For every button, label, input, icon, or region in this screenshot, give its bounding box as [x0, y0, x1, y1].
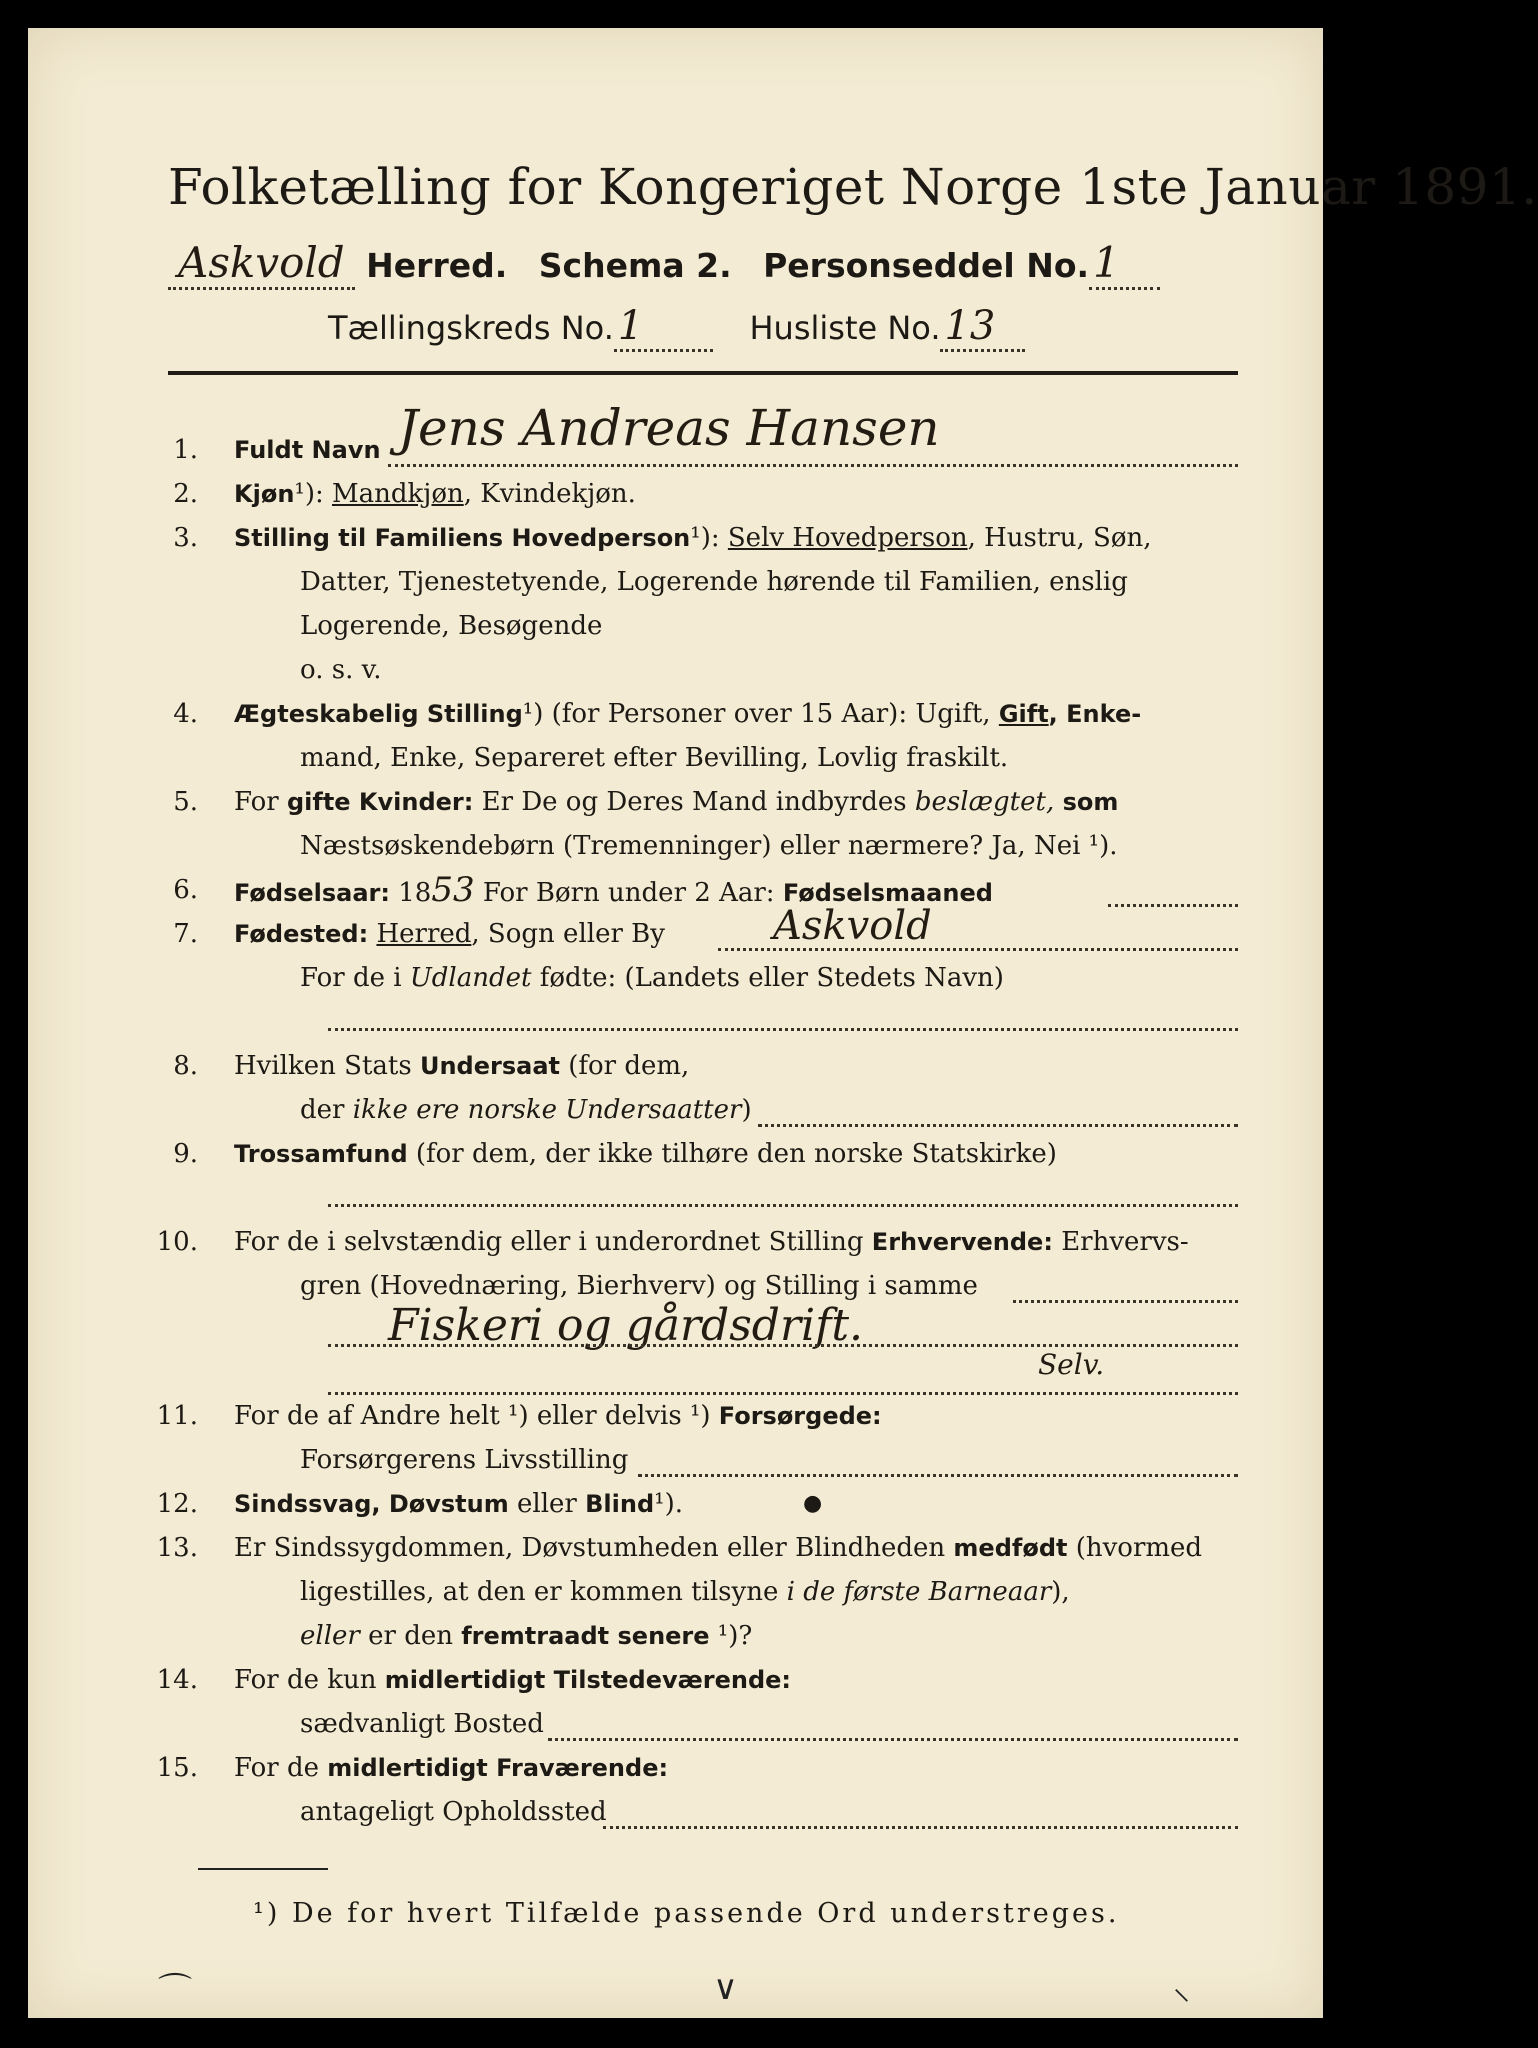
item-label: midlertidigt Fraværende:: [327, 1754, 669, 1782]
item-text: For de i selvstændig eller i underordnet Stilling: [234, 1227, 872, 1257]
option-underlined: Mandkjøn: [332, 479, 464, 509]
item-text: der: [300, 1095, 353, 1125]
personseddel-number: 1: [1089, 238, 1160, 290]
item-italic: ikke ere norske Undersaatter: [352, 1095, 742, 1125]
item-italic: Udlandet: [409, 963, 532, 993]
item-text: Erhvervs-: [1052, 1227, 1189, 1257]
item-label: Undersaat: [419, 1052, 560, 1080]
item-number: 4.: [173, 699, 198, 729]
item-text: For de kun: [234, 1665, 385, 1695]
option-underlined: Gift: [998, 700, 1049, 728]
herred-line: [168, 238, 1160, 290]
fill-line: [328, 1344, 1238, 1347]
item-number: 6.: [173, 875, 198, 905]
item-number: 2.: [173, 479, 198, 509]
birth-year-handwritten: 53: [431, 870, 475, 910]
census-form: [28, 28, 1538, 2018]
herred-handwritten: Askvold: [168, 238, 355, 290]
fill-line: [388, 464, 1238, 467]
item-text: For de: [234, 1753, 328, 1783]
item-text: eller: [508, 1489, 586, 1519]
item-8-line-2: [300, 1088, 752, 1132]
ink-mark-center: ∨: [713, 1968, 738, 2008]
item-number: 3.: [173, 523, 198, 553]
schema-label: Schema 2.: [538, 246, 732, 285]
footnote-mark: ¹)?: [709, 1621, 753, 1651]
item-label: midlertidigt Tilstedeværende:: [384, 1666, 792, 1694]
item-label: Ægteskabelig Stilling: [234, 700, 523, 728]
kreds-line: [328, 303, 1025, 352]
item-text: ligestilles, at den er kommen tilsyne: [300, 1577, 787, 1607]
herred-label: Herred.: [366, 246, 508, 285]
item-5-line-2: Næstsøskendebørn (Tremenninger) eller nærmere? Ja, Nei ¹).: [300, 831, 1118, 861]
option-text: , Kvindekjøn.: [463, 479, 636, 509]
item-10-line-2: gren (Hovednæring, Bierhverv) og Stilling i samme: [300, 1271, 978, 1301]
item-number: 9.: [173, 1139, 198, 1169]
item-text: (for dem,: [559, 1051, 690, 1081]
item-number: 8.: [173, 1051, 198, 1081]
item-text: ¹) (for Personer over 15 Aar): Ugift,: [522, 699, 999, 729]
item-number: 15.: [156, 1753, 198, 1783]
item-3-line-4: o. s. v.: [300, 655, 382, 685]
item-number: 5.: [173, 787, 198, 817]
item-13-line-3: [300, 1614, 752, 1658]
ink-mark-left: ⌒: [158, 1971, 192, 2011]
item-italic: beslægtet,: [914, 787, 1055, 817]
item-number: 10.: [156, 1227, 198, 1257]
item-label: Stilling til Familiens Hovedperson: [234, 524, 691, 552]
item-3-line-2: Datter, Tjenestetyende, Logerende hørende til Familien, enslig: [300, 567, 1128, 597]
item-text: fødte: (Landets eller Stedets Navn): [531, 963, 1004, 993]
item-text: som: [1054, 788, 1119, 816]
fill-line: [1108, 904, 1238, 907]
item-label: Fødested:: [234, 920, 369, 948]
form-title: Folketælling for Kongeriget Norge 1ste Januar 1891.: [168, 158, 1538, 216]
item-label: Forsørgede:: [718, 1402, 882, 1430]
item-number: 11.: [156, 1401, 198, 1431]
item-label: Trossamfund: [234, 1140, 408, 1168]
option-text: , Hustru, Søn,: [967, 523, 1152, 553]
fill-line: [328, 1028, 1238, 1031]
item-text: Hvilken Stats: [234, 1051, 420, 1081]
item-label: medfødt: [953, 1534, 1068, 1562]
footnote-mark: ¹):: [294, 479, 332, 509]
item-number: 7.: [173, 919, 198, 949]
item-text: For de af Andre helt ¹) eller delvis ¹): [234, 1401, 719, 1431]
item-label: fremtraadt senere: [461, 1622, 710, 1650]
option-underlined: Herred: [376, 919, 472, 949]
item-number: 13.: [156, 1533, 198, 1563]
item-number: 1.: [173, 435, 198, 465]
item-text: For de i: [300, 963, 410, 993]
husliste-number: 13: [940, 303, 1025, 352]
footnote-mark: ¹):: [690, 523, 728, 553]
item-text: ): [741, 1095, 752, 1125]
item-label: Sindssvag, Døvstum: [234, 1490, 509, 1518]
item-label: Blind: [585, 1490, 655, 1518]
item-text: er den: [359, 1621, 462, 1651]
footnote-divider: [198, 1868, 328, 1870]
fill-line: [1013, 1300, 1238, 1303]
item-label: Fuldt Navn: [234, 436, 381, 464]
year-prefix: 18: [390, 878, 432, 908]
footnote: ¹) De for hvert Tilfælde passende Ord understreges.: [253, 1898, 1120, 1929]
item-15-line-2: antageligt Opholdssted: [300, 1797, 607, 1827]
item-number: 14.: [156, 1665, 198, 1695]
taellingskreds-number: 1: [614, 303, 713, 352]
item-label: Fødselsmaaned: [782, 879, 993, 907]
ink-mark-right: ⸜: [1173, 1968, 1190, 2008]
fill-line: [548, 1738, 1238, 1741]
personseddel-label: Personseddel No.: [763, 246, 1090, 285]
item-4-line-2: mand, Enke, Separeret efter Bevilling, Lovlig fraskilt.: [300, 743, 1009, 773]
husliste-label: Husliste No.: [749, 309, 941, 347]
item-text: Er Sindssygdommen, Døvstumheden eller Blindheden: [234, 1533, 954, 1563]
item-text: ),: [1051, 1577, 1070, 1607]
fill-line: [758, 1124, 1238, 1127]
item-label: Fødselsaar:: [234, 879, 390, 907]
footnote-mark: ¹).: [654, 1489, 683, 1519]
item-label: Kjøn: [234, 480, 295, 508]
full-name-handwritten: Jens Andreas Hansen: [398, 399, 940, 457]
fill-line: [328, 1204, 1238, 1207]
birthplace-handwritten: Askvold: [773, 903, 932, 949]
item-text: , Sogn eller By: [471, 919, 665, 949]
item-14-line-2: sædvanligt Bosted: [300, 1709, 544, 1739]
item-label: gifte Kvinder:: [286, 788, 474, 816]
item-italic: i de første Barneaar: [786, 1577, 1052, 1607]
fill-line: [638, 1474, 1238, 1477]
item-italic: eller: [300, 1621, 360, 1651]
item-number: 12.: [156, 1489, 198, 1519]
option-underlined: Selv Hovedperson: [727, 523, 968, 553]
ink-dot: ●: [803, 1491, 823, 1516]
fill-line: [603, 1826, 1238, 1829]
item-7-line-2: [300, 956, 1004, 1000]
item-text: Er De og Deres Mand indbyrdes: [473, 787, 915, 817]
item-text: (hvormed: [1067, 1533, 1203, 1563]
item-13-line-2: [300, 1570, 1070, 1614]
fill-line: [718, 948, 1238, 951]
item-3-line-3: Logerende, Besøgende: [300, 611, 603, 641]
item-text: For Børn under 2 Aar:: [474, 878, 783, 908]
item-11-line-2: Forsørgerens Livsstilling: [300, 1445, 629, 1475]
occupation-handwritten: Fiskeri og gårdsdrift.: [388, 1300, 864, 1351]
occupation-status-handwritten: Selv.: [1038, 1348, 1105, 1381]
item-text: (for dem, der ikke tilhøre den norske Statskirke): [407, 1139, 1057, 1169]
option-text: , Enke-: [1048, 700, 1142, 728]
header-divider: [168, 371, 1238, 375]
taellingskreds-label: Tællingskreds No.: [328, 309, 614, 347]
item-label: Erhvervende:: [871, 1228, 1053, 1256]
item-text: For: [234, 787, 287, 817]
